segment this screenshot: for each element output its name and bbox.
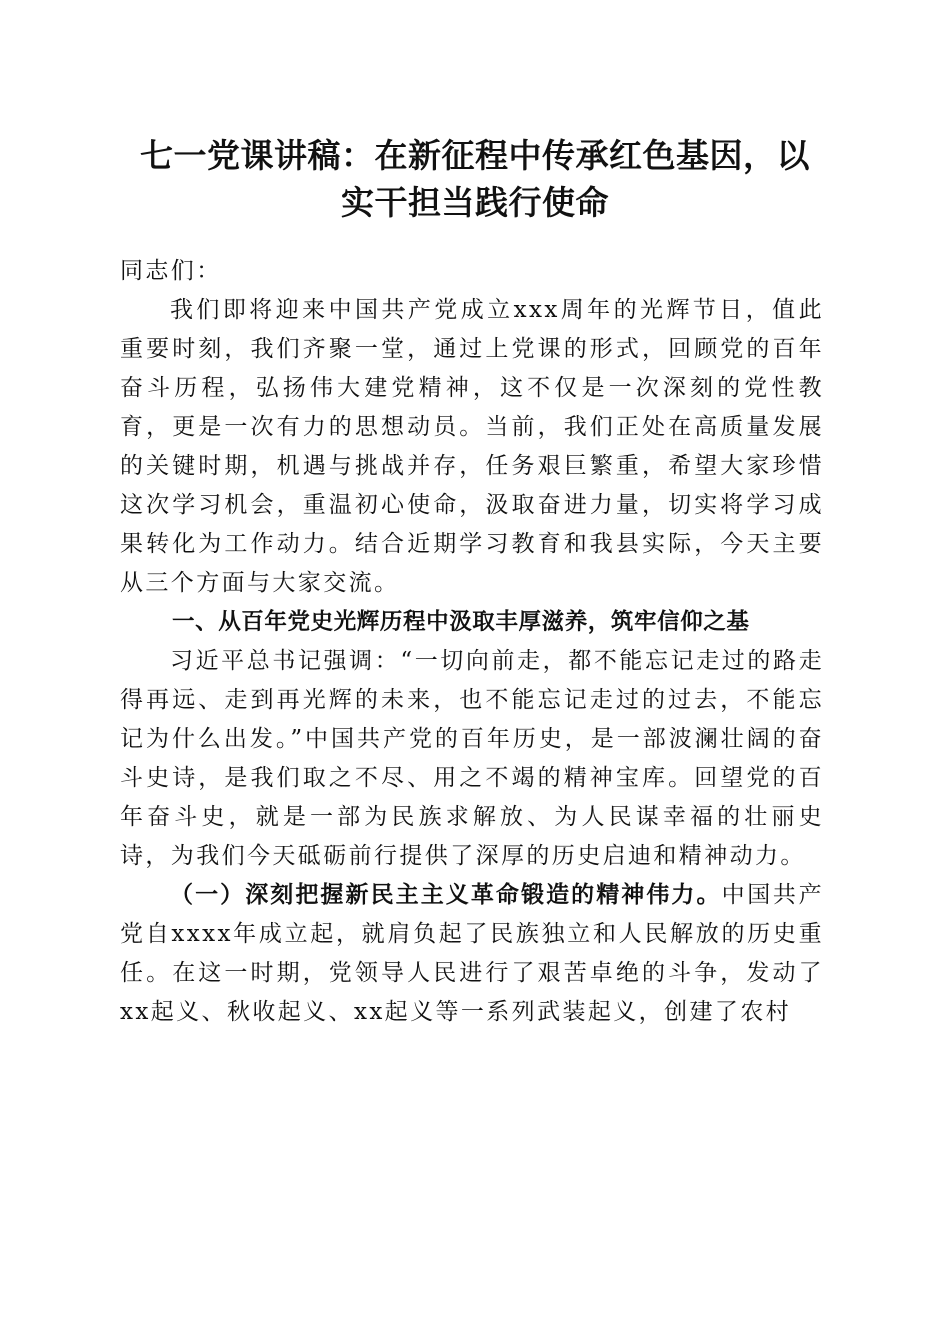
paragraph-history: 习近平总书记强调：“一切向前走，都不能忘记走过的路走得再远、走到再光辉的未来，也不能忘记走过的过去，不能忘记为什么出发。”中国共产党的百年历史，是一部波澜壮阔的奋斗史诗，是我们取之不尽、用之不竭的精神宝库。回望党的百年奋斗史，就是一部为民族求解放、为人民谋幸福的壮丽史诗，为我们今天砥砺前行提供了深厚的历史启迪和精神动力。	[120, 648, 824, 869]
document-title	[100, 132, 850, 226]
subsection-heading-1: （一）深刻把握新民主主义革命锻造的精神伟力。	[170, 882, 722, 908]
salutation: 同志们：	[120, 258, 222, 284]
document-body	[120, 252, 824, 1032]
section-heading-1: 一、从百年党史光辉历程中汲取丰厚滋养，筑牢信仰之基	[172, 609, 750, 635]
paragraph-intro: 我们即将迎来中国共产党成立xxx周年的光辉节日，值此重要时刻，我们齐聚一堂，通过上党课的形式，回顾党的百年奋斗历程，弘扬伟大建党精神，这不仅是一次深刻的党性教育，更是一次有力的思想动员。当前，我们正处在高质量发展的关键时期，机遇与挑战并存，任务艰巨繁重，希望大家珍惜这次学习机会，重温初心使命，汲取奋进力量，切实将学习成果转化为工作动力。结合近期学习教育和我县实际，今天主要从三个方面与大家交流。	[120, 297, 824, 596]
title-line-1: 七一党课讲稿：在新征程中传承红色基因，以	[140, 136, 810, 175]
title-line-2: 实干担当践行使命	[341, 183, 609, 222]
paragraph-subsection-1	[120, 876, 824, 1032]
subsection-1-text: 中国共产党自xxxx年成立起，就肩负起了民族独立和人民解放的历史重任。在这一时期，党领导人民进行了艰苦卓绝的斗争，发动了xx起义、秋收起义、xx起义等一系列武装起义，创建了农村	[120, 882, 824, 1025]
